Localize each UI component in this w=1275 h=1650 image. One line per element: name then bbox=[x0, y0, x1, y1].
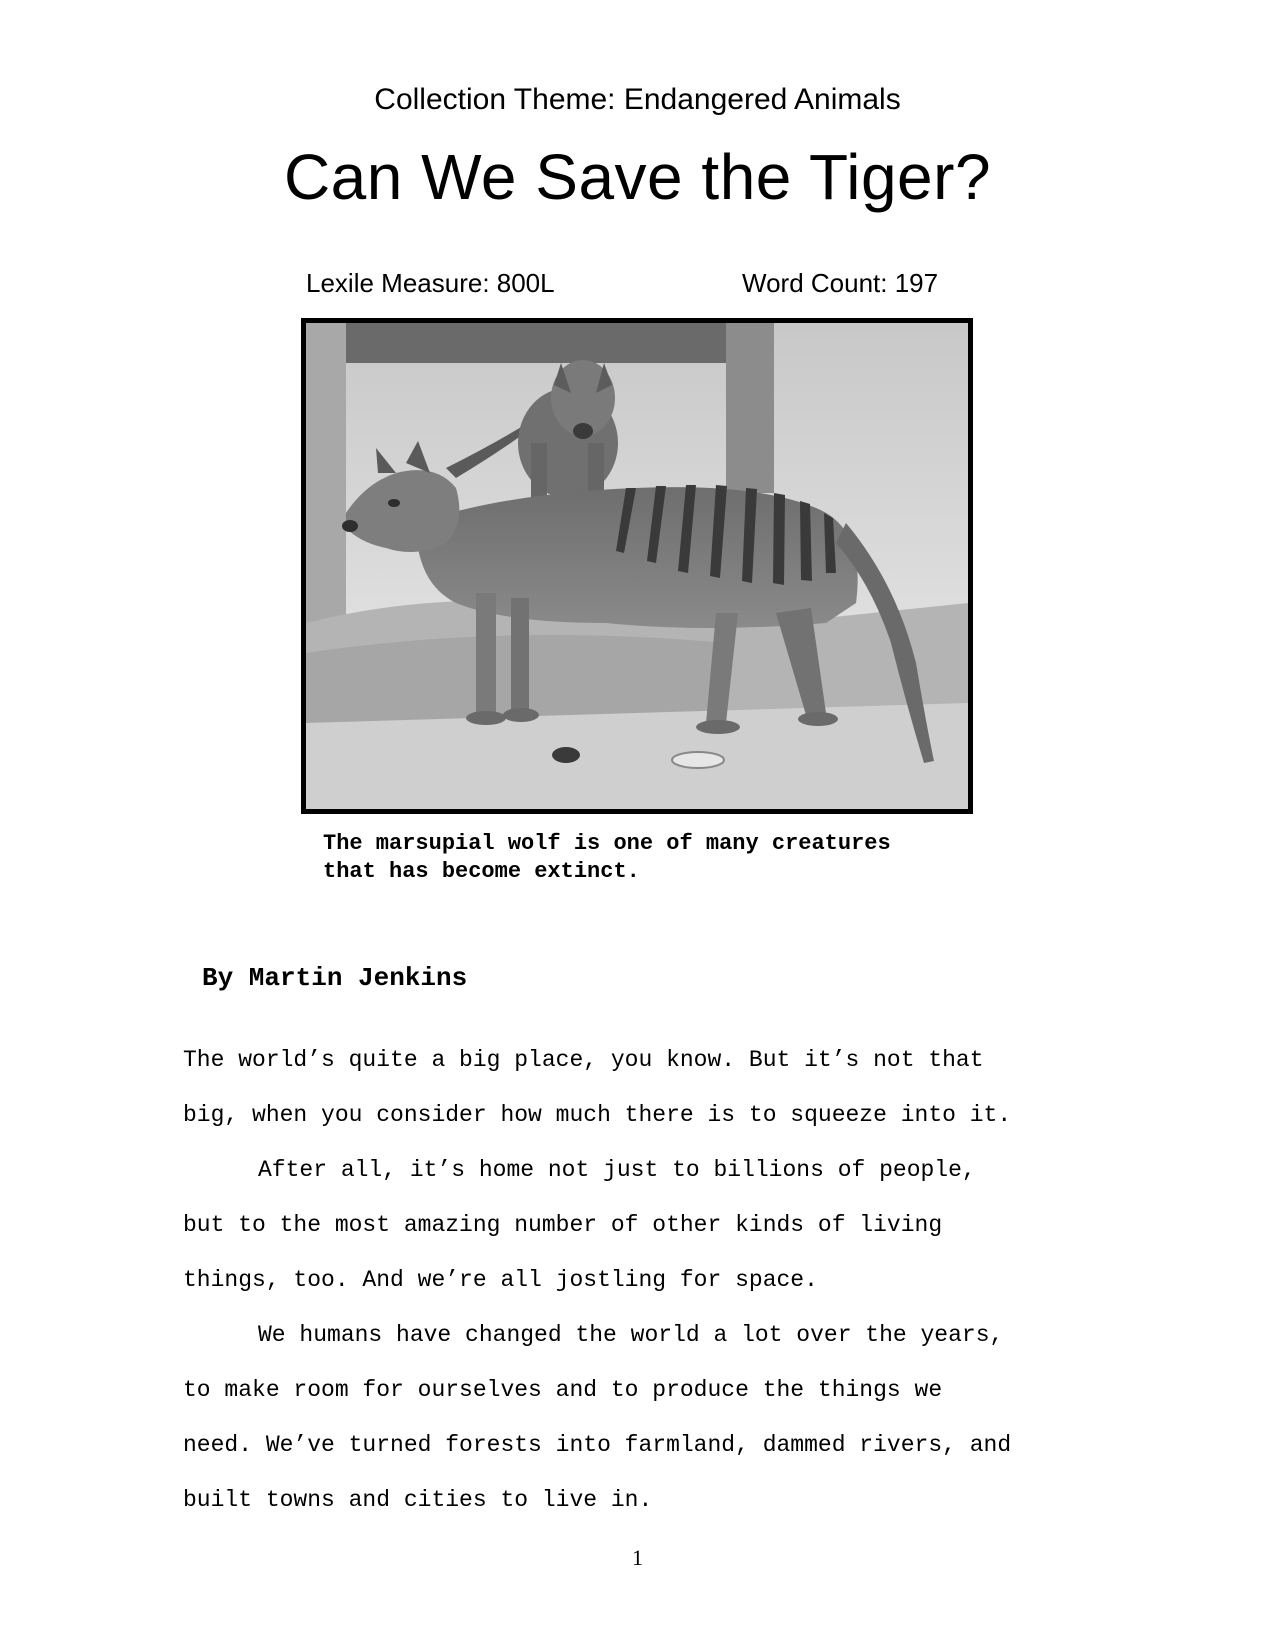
body-line: The world’s quite a big place, you know. But it’s not that bbox=[183, 1047, 984, 1073]
body-line: need. We’ve turned forests into farmland, dammed rivers, and bbox=[183, 1432, 1012, 1458]
page-title: Can We Save the Tiger? bbox=[283, 141, 992, 213]
word-count: Word Count: 197 bbox=[742, 268, 939, 298]
byline: By Martin Jenkins bbox=[202, 963, 468, 993]
body-line: but to the most amazing number of other kinds of living bbox=[183, 1212, 943, 1238]
body-line: big, when you consider how much there is to squeeze into it. bbox=[183, 1102, 1012, 1128]
body-line: built towns and cities to live in. bbox=[183, 1487, 653, 1513]
body-line: to make room for ourselves and to produce the things we bbox=[183, 1377, 943, 1403]
marsupial-wolf-photo bbox=[301, 318, 973, 814]
article-body bbox=[183, 1033, 1103, 1528]
body-line: We humans have changed the world a lot over the years, bbox=[258, 1322, 1004, 1348]
photo-caption: The marsupial wolf is one of many creatures that has become extinct. bbox=[323, 831, 891, 884]
collection-theme: Collection Theme: Endangered Animals bbox=[374, 83, 901, 116]
body-line: things, too. And we’re all jostling for space. bbox=[183, 1267, 818, 1293]
lexile-measure: Lexile Measure: 800L bbox=[306, 268, 555, 298]
page-number: 1 bbox=[632, 1545, 643, 1570]
body-line: After all, it’s home not just to billions of people, bbox=[258, 1157, 976, 1183]
